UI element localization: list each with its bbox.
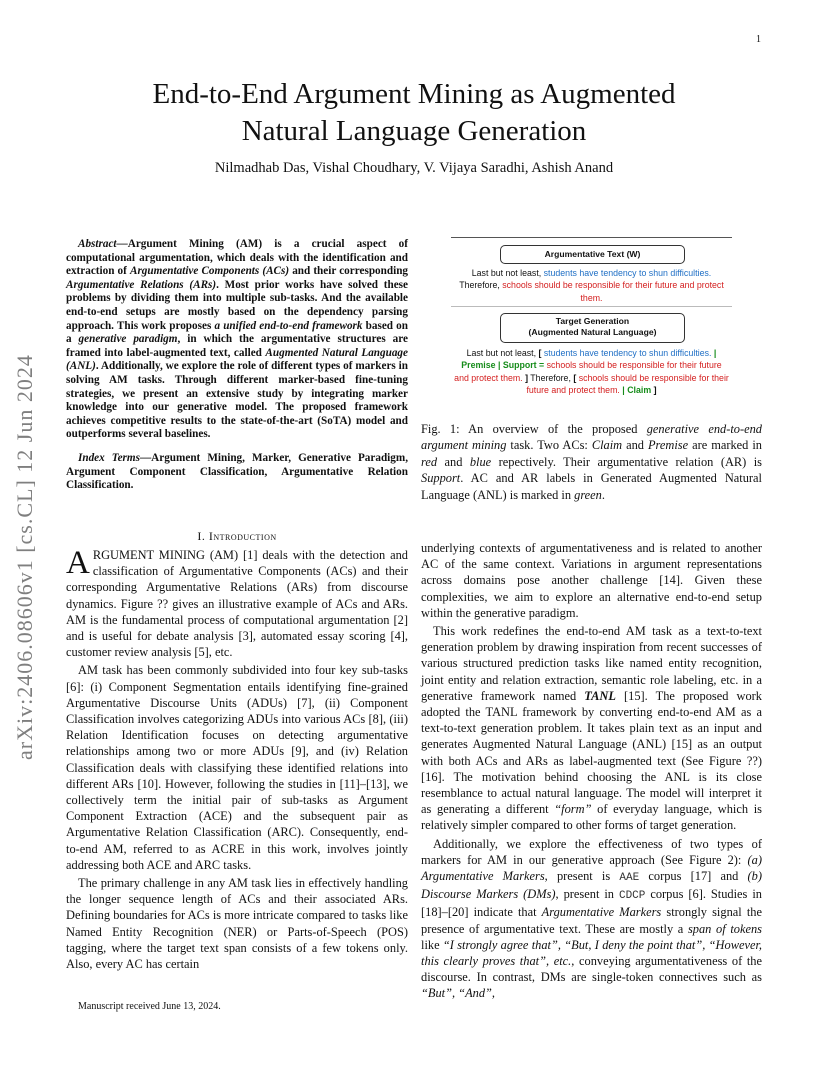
fig-plain-text: Therefore, [528,372,574,383]
intro-paragraph: AM task has been commonly subdivided into four key sub-tasks [6]: (i) Component Segmentation entails identifying fine-grained Argumentative Discourse Units (ADUs) [7], (ii) Component Classification involves categorizing ADUs into various ACs [8], (iii) Relation Identification focuses on detecting argumentative relationships among two or more ADUs [9], and (iv) Relation Classification deals with classifying these identified relations into different ARs [10]. However, following the studies in [11]–[13], we collectively term the initial pair of sub-tasks as Argument Component Extraction (ACE) and the subsequent pair as Argumentative Relation Classification (ARC). Consequently, end-to-end AM, referred to as ACRE in this work, involves jointly addressing both ACE and ARC tasks. [66,663,408,872]
intro-paragraph [421,836,762,1002]
corpus-name: CDCP [618,890,646,903]
caption-text: task. Two ACs: [506,438,592,453]
paper-title [60,76,768,150]
intro-text: , present in [555,887,619,902]
caption-text: generative end-to-end argument mining [421,422,762,453]
figure-caption [421,421,762,503]
fig-bracket: ] [522,372,529,383]
intro-text: Argumentative Markers [541,905,662,920]
intro-paragraph [66,547,408,660]
caption-text: . [601,487,605,502]
intro-paragraph: underlying contexts of argumentativeness and is related to another AC of the same context. Variations in argument representations across domains pose another challenge [14]. Given these complexities, we aim to explore an alternative end-to-end setup within the generative paradigm. [421,541,762,620]
fig-label-text: | Claim [619,385,652,396]
index-terms-text: Argument Mining, Marker, Generative Paradigm, Argument Component Classification, Argumentative Relation Classification. [66,451,408,492]
caption-text: Claim [591,438,623,453]
fig-plain-text: Therefore, [459,280,503,291]
intro-text: TANL [584,688,616,703]
fig-bracket: [ [538,348,544,358]
caption-text: and [622,438,648,453]
caption-text: Fig. 1: An overview of the proposed [421,422,647,436]
title-line-1: End-to-End Argument Mining as Augmented [152,78,676,110]
fig-label-text: | Premise | Support = [461,348,717,371]
intro-paragraph [421,623,762,834]
fig-premise-text: students have tendency to shun difficulties. [543,348,712,358]
caption-text: Premise [647,438,689,453]
abstract-text: and their corresponding [292,265,409,278]
intro-left-column [66,547,408,974]
intro-text: corpus [17] and [639,869,748,884]
abstract-paragraph: Abstract—Argument Mining (AM) is a crucial aspect of computational argumentation, which deals with the identification and extraction of Argumentative Components (ACs) and their corresponding Argumentative Relations (ARs). Most prior works have solved these problems by dividing them into multiple sub-tasks. And the available end-to-end setups are mostly based on the dependency parsing approach. This work proposes a unified end-to-end framework based on a generative paradigm, in which the argumentative structures are framed into label-augmented text, called Augmented Natural Language (ANL). Additionally, we explore the role of different types of markers in solving AM tasks. Through different marker-based fine-tuning strategies, we present an extensive study by integrating marker knowledge into our generative model. The proposed framework achieves competitive results to the state-of-the-art (SoTA) model and outperforms several baselines. [66,238,409,441]
intro-right-column [421,540,762,1004]
abstract-text: Argumentative Relations (ARs) [66,278,217,291]
abstract-text: Argument Mining (AM) is a crucial aspect of computational argumentation, which deals with the identification and extraction of [66,238,408,278]
abstract-text: Argumentative Components (ACs) [129,265,290,278]
intro-text: “I strongly agree that”, “But, I deny the point that”, “However, this clearly proves that”, etc. [421,937,762,969]
argumentative-text-box: Argumentative Text (W) [500,245,685,264]
caption-text: are marked in [688,438,762,453]
footnote: Manuscript received June 13, 2024. [78,1001,221,1012]
index-terms-label: Index Terms [78,451,140,464]
intro-text: corpus [6]. Studies in [18]–[20] indicate that [421,887,762,920]
figure-divider [451,306,732,307]
section-heading: I. Introduction [197,529,277,543]
caption-text: repectively. Their argumentative relation (AR) is [491,454,762,469]
caption-text: . AC and AR labels in Generated Augmented Natural Language (ANL) is marked in [421,471,762,502]
intro-text: (b) Discourse Markers (DMs) [421,869,762,902]
abstract-text: . Most prior works have solved these problems by dividing them into multiple sub-tasks. And the available end-to-end setups are mostly based on the dependency parsing approach. This work proposes [66,278,408,332]
argumentative-text [453,267,730,304]
fig-claim-text: schools should be responsible for their future and protect them. [454,360,722,383]
abstract-text: a unified end-to-end framework [214,319,363,332]
intro-text: (a) Argumentative Markers [421,852,762,884]
caption-text: Support [421,471,461,486]
caption-text: red [421,454,438,469]
fig-plain-text: Last but not least, [471,268,544,278]
intro-text: [15]. The proposed work adopted the TANL framework by converting end-to-end AM as a text-to-text generation problem. It takes plain text as an input and generates Augmented Natural Language (ANL) [15] as an output with both ACs and ARs as label-augmented text (See Figure ??) [16]. The motivation behind choosing the ANL is its close resemblance to actual natural language. The model will interpret it as generating a different [421,688,762,817]
abstract [66,238,408,503]
caption-text: green [574,487,602,502]
intro-text: This work redefines the end-to-end AM task as a text-to-text generation problem by drawing inspiration from recent successes of various structured prediction tasks like named entity recognition, joint entity and relation extraction, semantic role labeling, etc. in a generative framework named [421,624,762,703]
intro-text: strongly signal the presence of argumentative text. These are mostly a [421,905,762,936]
figure-1 [451,237,732,415]
intro-paragraph: The primary challenge in any AM task lies in effectively handling the longer sequence length of ACs and their associated ARs. Defining boundaries for ACs is more intricate compared to tasks like Named Entity Recognition (NER) or Parts-of-Speech (POS) tagging, where the target text span consists of a few tokens only. Also, every AC has certain [66,876,408,972]
fig-bracket: ] [651,385,657,396]
intro-text: , present is [544,869,620,884]
corpus-name: AAE [619,872,640,885]
fig-claim-text: schools should be responsible for their future and protect them. [526,372,729,396]
figure-top-rule [451,237,732,238]
arxiv-stamp: arXiv:2406.08606v1 [cs.CL] 12 Jun 2024 [12,354,37,760]
abstract-text: , in which the argumentative structures are framed into label-augmented text, called [66,333,408,359]
title-line-2: Natural Language Generation [241,115,587,147]
caption-text: blue [469,454,492,469]
page-number: 1 [756,34,761,45]
fig-premise-text: students have tendency to shun difficulties. [543,268,712,278]
abstract-label: Abstract [78,238,117,250]
intro-text: like [421,937,443,952]
author-list: Nilmadhab Das, Vishal Choudhary, V. Vijaya Saradhi, Ashish Anand [214,160,614,176]
drop-cap: A [66,545,90,581]
intro-text: “form” [554,802,592,817]
intro-text: of everyday language, which is relatively simpler compared to other forms of target generation. [421,802,762,833]
abstract-text: . Additionally, we explore the role of different types of markers in solving AM tasks. Through different marker-based fine-tuning strategies, we present an extensive study by integrating marker knowledge into our generative model. The proposed framework achieves competitive results to the state-of-the-art (SoTA) model and outperforms several baselines. [66,360,408,441]
intro-text: “But”, “And”, [421,986,496,1001]
fig-bracket: [ [573,372,579,383]
target-generation-box [500,313,685,343]
fig-claim-text: schools should be responsible for their future and protect them. [502,280,724,303]
box-line: (Augmented Natural Language) [528,327,657,337]
index-terms: Index Terms—Argument Mining, Marker, Generative Paradigm, Argument Component Classification, Argumentative Relation Classification. [66,451,408,492]
abstract-text: Augmented Natural Language (ANL) [66,346,408,373]
abstract-text: based on a [66,319,408,346]
caption-text: and [437,454,470,469]
intro-text: , conveying argumentativeness of the discourse. In contrast, DMs are single-token connectives such as [421,954,762,985]
intro-text: span of tokens [687,921,762,936]
fig-plain-text: Last but not least, [466,348,539,358]
intro-text: RGUMENT MINING (AM) [1] deals with the detection and classification of Argumentative Components (ACs) and their corresponding Argumentative Relations (ARs) from discourse dynamics. Figure ?? gives an illustrative example of ACs and ARs. AM is the fundamental process of computational argumentation [2] and is useful for debate analysis [3], automated essay scoring [4], customer review analysis [5], etc. [66,548,408,660]
abstract-text: generative paradigm [78,333,178,346]
intro-text: Additionally, we explore the effectiveness of two types of markers for AM in our generative approach (See Figure 2): [421,836,762,867]
augmented-natural-language-text [453,347,730,397]
box-line: Target Generation [555,316,630,326]
